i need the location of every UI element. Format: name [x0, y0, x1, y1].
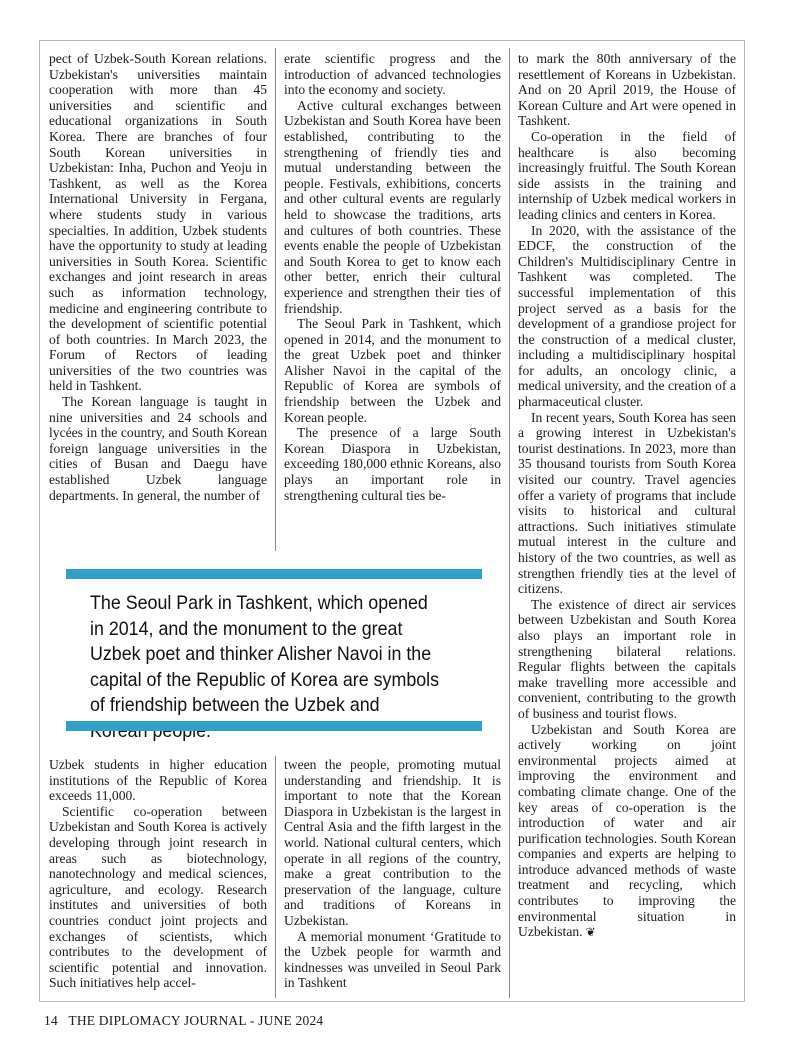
pull-quote-bottom-band — [66, 721, 482, 731]
column-1-top — [49, 51, 267, 551]
paragraph: The presence of a large South Korean Diaspora in Uzbekistan, exceeding 180,000 ethnic Koreans, also plays an important role in strengthening cultural ties be- — [284, 425, 501, 503]
paragraph: to mark the 80th anniversary of the resettlement of Koreans in Uzbekistan. And on 20 April 2019, the House of Korean Culture and Art were opened in Tashkent. — [518, 51, 736, 129]
paragraph: pect of Uzbek-South Korean relations. Uzbekistan's universities maintain cooperation with more than 45 universities and scientific and educational organizations in South Korea. There are branches of four South Korean universities in Uzbekistan: Inha, Puchon and Yeoju in Tashkent, as well as the Korea International University in Fergana, where students study in various specialties. In addition, Uzbek students have the opportunity to study at leading universities in South Korea. Scientific exchanges and joint research in areas such as information technology, medicine and engineering contribute to the development of scientific potential of both countries. In March 2023, the Forum of Rectors of leading universities of the two countries was held in Tashkent. — [49, 51, 267, 394]
column-3 — [518, 51, 736, 999]
column-2-top — [284, 51, 501, 551]
pull-quote: The Seoul Park in Tashkent, which opened in 2014, and the monument to the great Uzbek poet and thinker Alisher Navoi in the capital of the Republic of Korea are symbols of friendship between the Uzbek and — [90, 592, 440, 716]
paragraph: Active cultural exchanges between Uzbekistan and South Korea have been established, contributing to the strengthening of friendly ties and mutual understanding between the people. Festivals, exhibitions, concerts and other cultural events are regularly held to showcase the traditions, arts and cultures of both countries. These events enable the people of Uzbekistan and South Korea to get to know each other better, enrich their cultural experience and strengthen their ties of friendship. — [284, 97, 501, 316]
paragraph-text: Uzbekistan and South Korea are actively working on joint environmental projects aimed at improving the environment and combating climate change. One of the key areas of co-operation is the introduction of water and air purification technologies. South Korean companies and experts are helping to introduce advanced methods of waste treatment and recycling, which contributes to improving the environmental situation in Uzbekistan. — [518, 721, 736, 940]
paragraph: Scientific co-operation between Uzbekistan and South Korea is actively developing through joint research in areas such as biotechnology, nanotechnology and medical sciences, agriculture, and ecology. Research institutes and universities of both countries conduct joint projects and exchanges of scientists, which contributes to the development of scientific potential and innovation. Such initiatives help accel- — [49, 803, 267, 991]
paragraph: In 2020, with the assistance of the EDCF, the construction of the Children's Multidisciplinary Centre in Tashkent was completed. The successful implementation of this project served as a basis for the development of a grandiose project for the construction of a medical cluster, including a multidisciplinary hospital for adults, an oncology clinic, a medical university, and the creation of a pharmaceutical cluster. — [518, 222, 736, 410]
paragraph: The existence of direct air services between Uzbekistan and South Korea also plays an important role in strengthening bilateral relations. Regular flights between the capitals make travelling more accessible and convenient, contributing to the growth of business and tourist flows. — [518, 596, 736, 721]
column-rule — [509, 48, 510, 998]
column-rule — [275, 48, 276, 551]
column-2-bottom — [284, 757, 501, 999]
paragraph — [518, 722, 736, 941]
paragraph: erate scientific progress and the introduction of advanced technologies into the economy and society. — [284, 51, 501, 98]
paragraph: Co-operation in the field of healthcare is also becoming increasingly fruitful. The South Korean side assists in the training and internship of Uzbek medical workers in leading clinics and centers in Korea. — [518, 128, 736, 222]
pull-quote-top-band — [66, 569, 482, 579]
paragraph: A memorial monument ‘Gratitude to the Uzbek people for warmth and kindnesses was unveiled in Seoul Park in Tashkent — [284, 928, 501, 991]
paragraph: The Korean language is taught in nine universities and 24 schools and lycées in the country, and South Korean foreign language universities in the cities of Busan and Daegu have established Uzbek language departments. In general, the number of — [49, 394, 267, 503]
leaf-ornament-icon: ❦ — [585, 925, 596, 940]
paragraph: Uzbek students in higher education institutions of the Republic of Korea exceeds 11,000. — [49, 757, 267, 804]
column-1-bottom — [49, 757, 267, 999]
column-rule — [275, 756, 276, 998]
paragraph: In recent years, South Korea has seen a growing interest in Uzbekistan's tourist destinations. In 2023, more than 35 thousand tourists from South Korea visited our country. Travel agencies offer a variety of programs that include visits to historical and cultural attractions. Such initiatives stimulate mutual interest in the culture and history of the two countries, as well as strengthen friendly ties at the level of citizens. — [518, 409, 736, 597]
page-footer: 14 THE DIPLOMACY JOURNAL - JUNE 2024 — [44, 1013, 324, 1028]
paragraph: tween the people, promoting mutual understanding and friendship. It is important to note that the Korean Diaspora in Uzbekistan is the largest in Central Asia and the fifth largest in the world. National cultural centers, which operate in all regions of the country, make a great contribution to the preservation of the language, culture and traditions of Koreans in Uzbekistan. — [284, 757, 501, 928]
paragraph: The Seoul Park in Tashkent, which opened in 2014, and the monument to the great Uzbek poet and thinker Alisher Navoi in the capital of the Republic of Korea are symbols of friendship between the Uzbek and Korean people. — [284, 316, 501, 425]
